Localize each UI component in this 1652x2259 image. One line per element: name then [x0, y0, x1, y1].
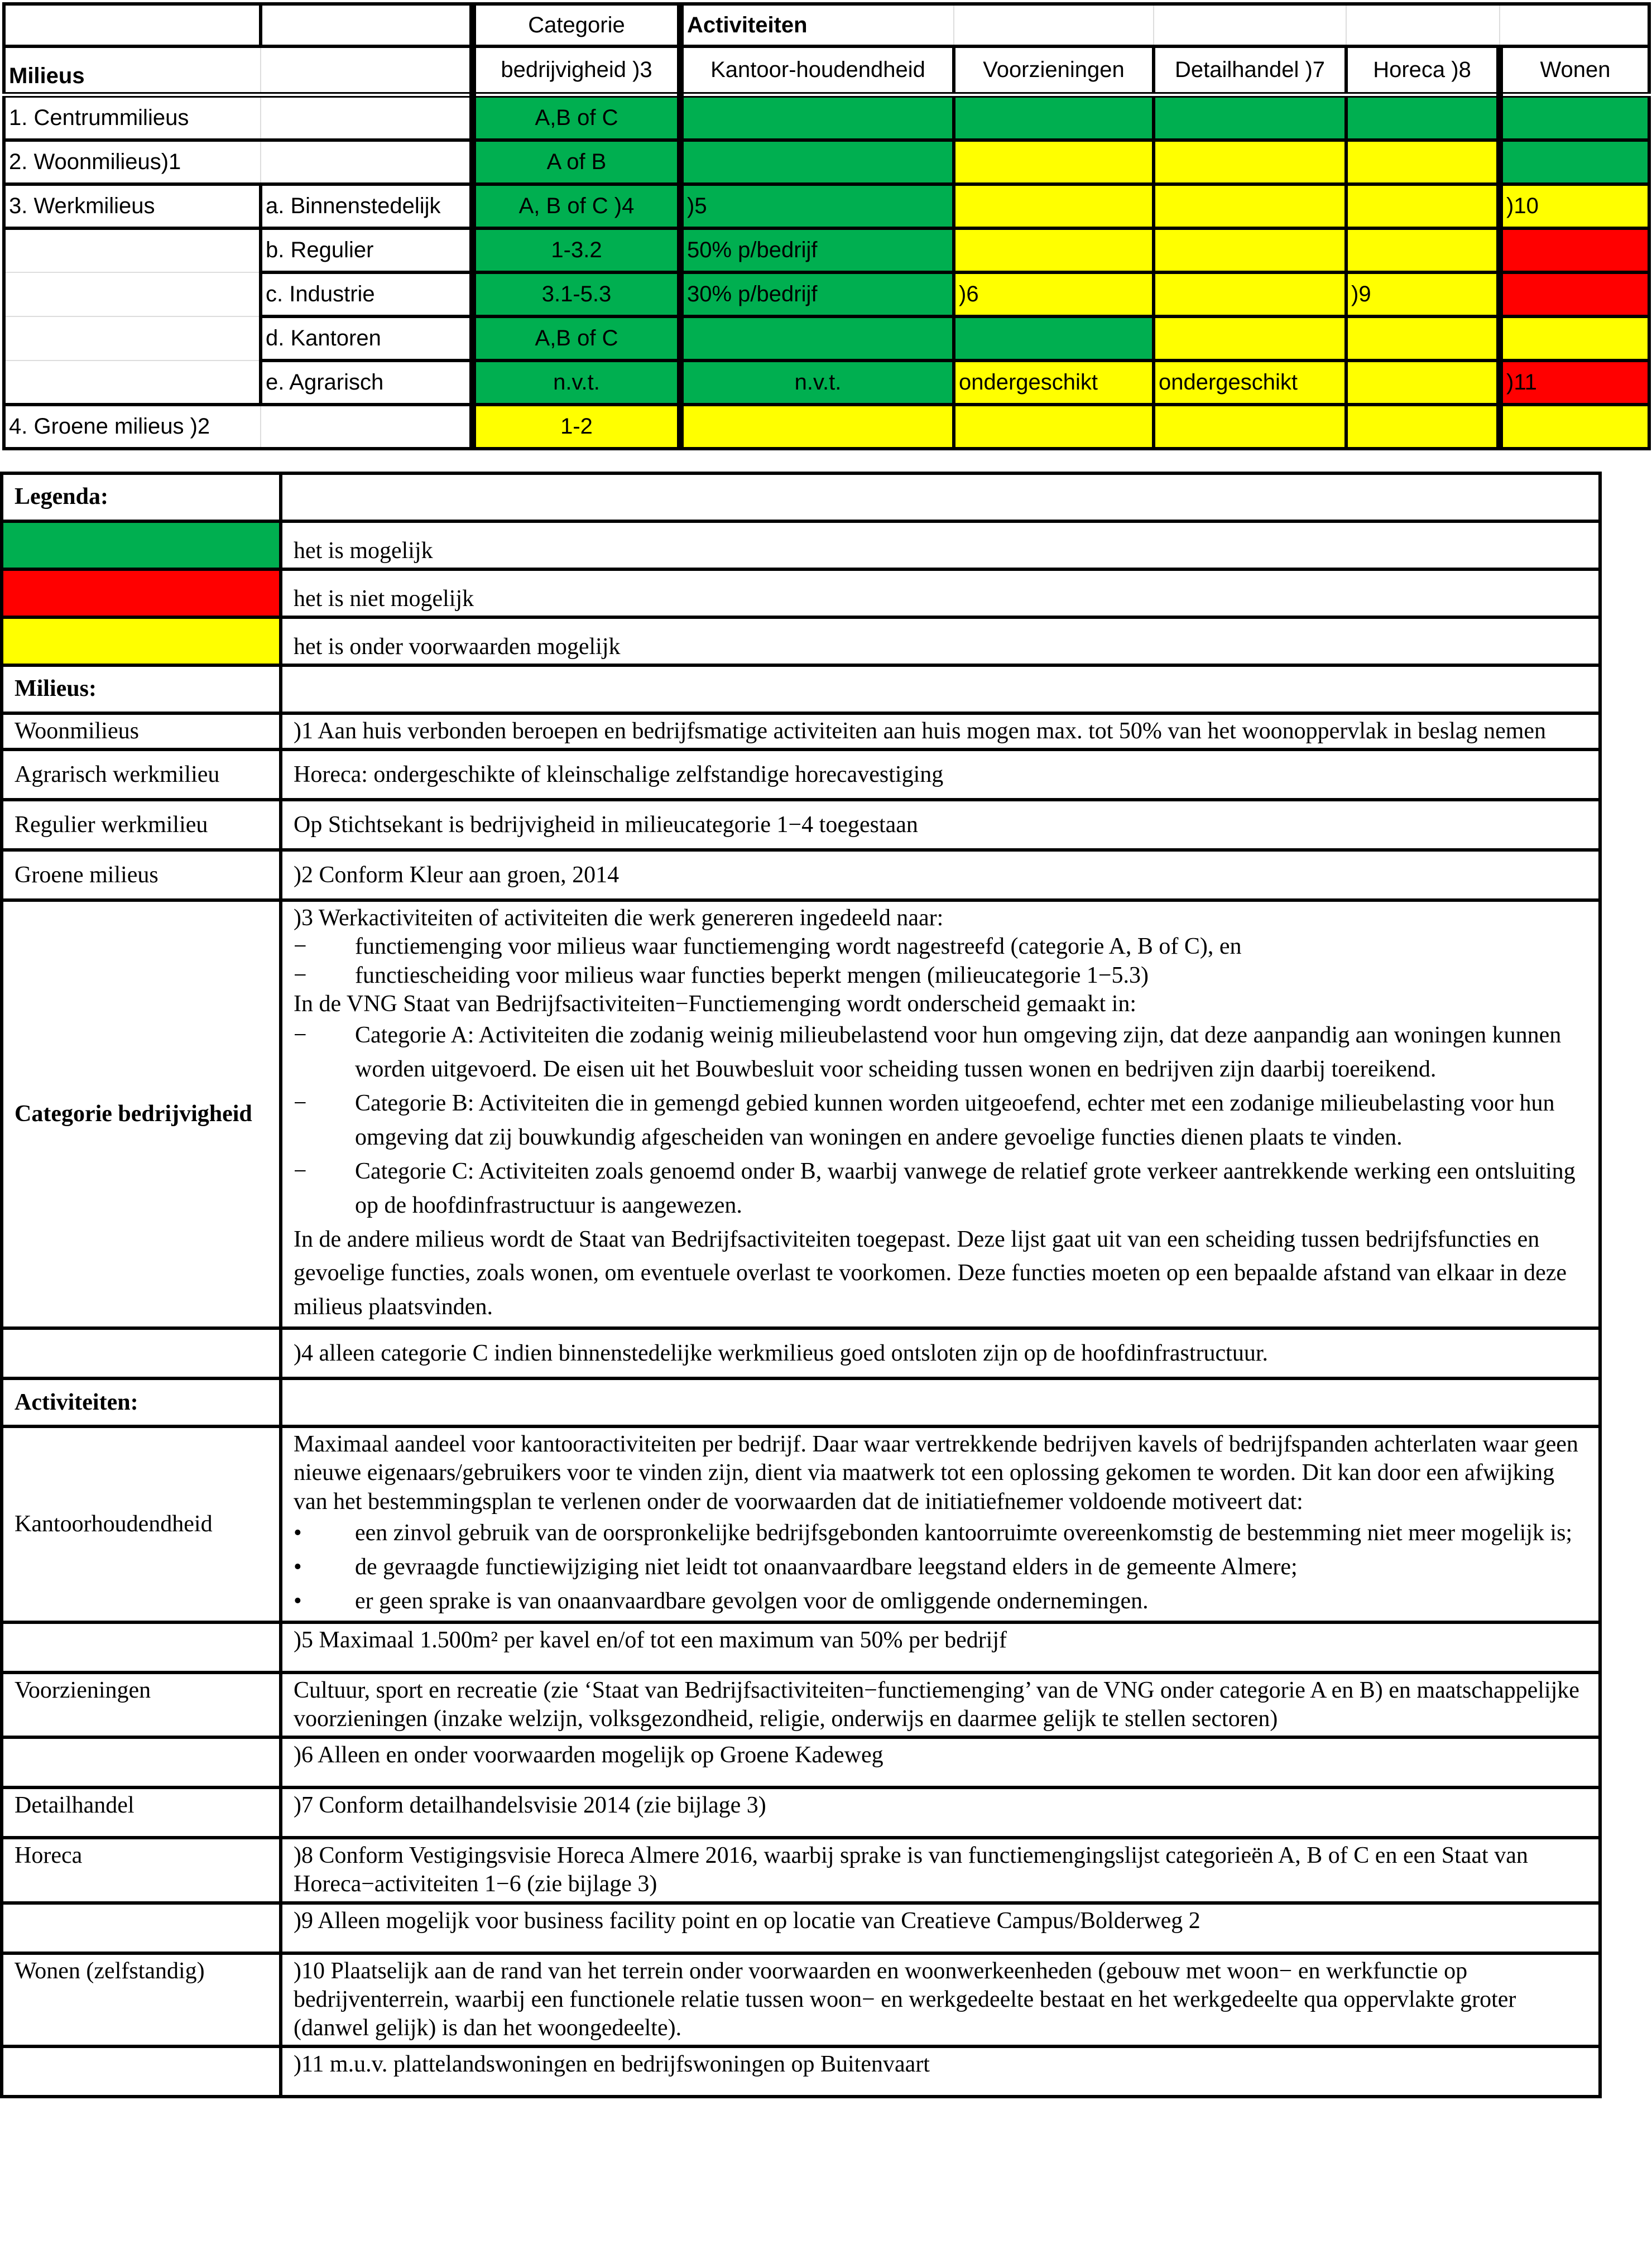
- activity-cell-horeca: )9: [1346, 272, 1500, 316]
- empty-cell: [281, 473, 1600, 521]
- matrix-row: [4, 361, 1649, 405]
- header-categorie-line2: bedrijvigheid )3: [473, 46, 680, 95]
- kantoor-bullet-list: [294, 1516, 1587, 1618]
- note-woonmilieus: )1 Aan huis verbonden beroepen en bedrijfsmatige activiteiten aan huis mogen max. tot 50% van het woonoppervlak in beslag nemen: [281, 713, 1600, 749]
- activity-cell-detailhandel: [1154, 405, 1346, 449]
- categorie-cell: A, B of C )4: [473, 184, 680, 228]
- list-item-text: Categorie C: Activiteiten zoals genoemd onder B, waarbij vanwege de relatief grote verkeer aantrekkende werking een ontsluiting op de hoofdinfrastructuur is aangewezen.: [355, 1158, 1576, 1218]
- column-header-voorzieningen: Voorzieningen: [954, 46, 1154, 95]
- activity-cell-horeca: [1346, 316, 1500, 361]
- categorie-list-1: [294, 933, 1587, 989]
- activity-cell-detailhandel: [1154, 272, 1346, 316]
- activity-cell-detailhandel: [1154, 184, 1346, 228]
- submilieu-label: b. Regulier: [261, 228, 473, 272]
- activity-cell-kantoor: [680, 140, 954, 184]
- activity-cell-kantoor: [680, 405, 954, 449]
- activity-cell-horeca: [1346, 361, 1500, 405]
- milieu-label: [4, 272, 261, 316]
- milieu-label: [4, 316, 261, 361]
- categorie-cell: A,B of C: [473, 95, 680, 140]
- row-label-regulier: Regulier werkmilieu: [2, 800, 281, 850]
- activity-cell-detailhandel: [1154, 316, 1346, 361]
- legend-swatch-yellow: [2, 617, 281, 665]
- activity-cell-voorzieningen: ondergeschikt: [954, 361, 1154, 405]
- activity-cell-voorzieningen: [954, 184, 1154, 228]
- bullet-marker-icon: •: [294, 1588, 302, 1614]
- row-label-horeca: Horeca: [2, 1838, 281, 1902]
- kantoor-list-item: [294, 1550, 1587, 1584]
- matrix-row: [4, 184, 1649, 228]
- empty-cell: [2, 1622, 281, 1672]
- legend-text-possible: het is mogelijk: [281, 521, 1600, 569]
- header-empty: [954, 4, 1154, 46]
- header-empty: [261, 46, 473, 95]
- note-kantoor: [281, 1426, 1600, 1622]
- activity-cell-detailhandel: [1154, 228, 1346, 272]
- empty-cell: [2, 1903, 281, 1953]
- activity-cell-kantoor: )5: [680, 184, 954, 228]
- note-4: )4 alleen categorie C indien binnenstedelijke werkmilieus goed ontsloten zijn op de hoofdinfrastructuur.: [281, 1328, 1600, 1378]
- list-item-text: Categorie B: Activiteiten die in gemengd gebied kunnen worden uitgeoefend, echter met een zodanige milieubelasting voor hun omgeving dat zij bouwkundig afgescheiden van woningen en andere gevoelige functies dienen plaats te vinden.: [355, 1090, 1555, 1150]
- header-empty: [261, 4, 473, 46]
- activity-cell-detailhandel: [1154, 140, 1346, 184]
- list-item-text: functiemenging voor milieus waar functiemenging wordt nagestreefd (categorie A, B of C), en: [355, 934, 1242, 960]
- milieu-label: 1. Centrummilieus: [4, 95, 261, 140]
- activity-cell-voorzieningen: [954, 316, 1154, 361]
- kantoor-list-item: [294, 1584, 1587, 1618]
- categorie-cell: n.v.t.: [473, 361, 680, 405]
- milieu-label: 4. Groene milieus )2: [4, 405, 261, 449]
- header-milieus: Milieus: [4, 46, 261, 95]
- note-6: )6 Alleen en onder voorwaarden mogelijk op Groene Kadeweg: [281, 1737, 1600, 1787]
- activity-cell-horeca: [1346, 184, 1500, 228]
- activity-cell-wonen: )10: [1500, 184, 1649, 228]
- column-header-detailhandel: Detailhandel )7: [1154, 46, 1346, 95]
- dash-marker-icon: −: [294, 962, 307, 988]
- activity-cell-wonen: [1500, 95, 1649, 140]
- submilieu-label: c. Industrie: [261, 272, 473, 316]
- row-label-detailhandel: Detailhandel: [2, 1787, 281, 1838]
- column-header-kantoor: Kantoor-houdendheid: [680, 46, 954, 95]
- header-activiteiten: Activiteiten: [680, 4, 954, 46]
- activity-cell-wonen: [1500, 316, 1649, 361]
- note-5: )5 Maximaal 1.500m² per kavel en/of tot een maximum van 50% per bedrijf: [281, 1622, 1600, 1672]
- categorie-list-item: [294, 933, 1587, 961]
- categorie-outro: In de andere milieus wordt de Staat van Bedrijfsactiviteiten toegepast. Deze lijst gaat uit van een scheiding tussen bedrijfsfuncties en gevoelige functies, zoals wonen, om eventuele overlast te voorkomen. Deze functies moeten op een bepaalde afstand van elkaar in deze milieus plaatsvinden.: [294, 1226, 1567, 1320]
- milieu-label: [4, 361, 261, 405]
- row-label-categorie: Categorie bedrijvigheid: [2, 900, 281, 1328]
- dash-marker-icon: −: [294, 1090, 307, 1116]
- empty-cell: [281, 665, 1600, 713]
- activity-cell-detailhandel: [1154, 95, 1346, 140]
- list-item-text: Categorie A: Activiteiten die zodanig weinig milieubelastend voor hun omgeving zijn, dat deze aanpandig aan woningen kunnen worden uitgevoerd. De eisen uit het Bouwbesluit voor scheiding tussen wonen en bedrijven zijn daarbij toereikend.: [355, 1022, 1562, 1083]
- milieu-label: 3. Werkmilieus: [4, 184, 261, 228]
- submilieu-label: a. Binnenstedelijk: [261, 184, 473, 228]
- legend-notes-table: [0, 472, 1602, 2098]
- categorie-list-2: [294, 1018, 1587, 1222]
- bullet-marker-icon: •: [294, 1520, 302, 1546]
- note-voorzieningen: Cultuur, sport en recreatie (zie ‘Staat van Bedrijfsactiviteiten−functiemenging’ van de VNG onder categorie A en B) en maatschappelijke voorzieningen (inzake welzijn, volksgezondheid, religie, onderwijs en daarmee gelijk te stellen sectoren): [281, 1672, 1600, 1737]
- categorie-list-item: [294, 962, 1587, 990]
- categorie-list-item: [294, 1155, 1587, 1223]
- activity-cell-wonen: [1500, 405, 1649, 449]
- activity-cell-wonen: )11: [1500, 361, 1649, 405]
- milieus-section-title: Milieus:: [2, 665, 281, 713]
- header-categorie-line1: Categorie: [473, 4, 680, 46]
- categorie-cell: A,B of C: [473, 316, 680, 361]
- list-item-text: een zinvol gebruik van de oorspronkelijke bedrijfsgebonden kantoorruimte overeenkomstig de bestemming niet meer mogelijk is;: [355, 1520, 1573, 1546]
- matrix-row: [4, 272, 1649, 316]
- note-groene: )2 Conform Kleur aan groen, 2014: [281, 850, 1600, 900]
- kantoor-intro: Maximaal aandeel voor kantooractiviteiten per bedrijf. Daar waar vertrekkende bedrijven kavels of bedrijfspanden achterlaten waar geen nieuwe eigenaars/gebruikers voor te vinden zijn, dient via maatwerk tot een oplossing gekomen te worden. Dit kan door een afwijking van het bestemmingsplan te verlenen onder de voorwaarden dat de initiatiefnemer voldoende motiveert dat:: [294, 1431, 1578, 1515]
- activity-cell-kantoor: n.v.t.: [680, 361, 954, 405]
- row-label-kantoor: Kantoorhoudendheid: [2, 1426, 281, 1622]
- legend-swatch-red: [2, 569, 281, 617]
- activity-cell-wonen: [1500, 272, 1649, 316]
- milieu-activity-matrix: [2, 2, 1651, 450]
- empty-cell: [2, 2046, 281, 2097]
- activity-cell-voorzieningen: [954, 140, 1154, 184]
- legend-swatch-green: [2, 521, 281, 569]
- note-11: )11 m.u.v. plattelandswoningen en bedrijfswoningen op Buitenvaart: [281, 2046, 1600, 2097]
- header-empty: [4, 4, 261, 46]
- dash-marker-icon: −: [294, 1158, 307, 1184]
- activiteiten-section-title: Activiteiten:: [2, 1378, 281, 1426]
- row-label-agrarisch: Agrarisch werkmilieu: [2, 749, 281, 800]
- activity-cell-kantoor: 30% p/bedrijf: [680, 272, 954, 316]
- dash-marker-icon: −: [294, 1022, 307, 1049]
- note-detailhandel: )7 Conform detailhandelsvisie 2014 (zie bijlage 3): [281, 1787, 1600, 1838]
- header-empty: [1346, 4, 1500, 46]
- matrix-row: [4, 405, 1649, 449]
- categorie-vng: In de VNG Staat van Bedrijfsactiviteiten−Functiemenging wordt onderscheid gemaakt in:: [294, 991, 1137, 1017]
- note-horeca: )8 Conform Vestigingsvisie Horeca Almere 2016, waarbij sprake is van functiemengingslijst categorieën A, B of C en een Staat van Horeca−activiteiten 1−6 (zie bijlage 3): [281, 1838, 1600, 1902]
- row-label-voorzieningen: Voorzieningen: [2, 1672, 281, 1737]
- row-label-groene: Groene milieus: [2, 850, 281, 900]
- categorie-intro: )3 Werkactiviteiten of activiteiten die werk genereren ingedeeld naar:: [294, 905, 944, 931]
- categorie-cell: 1-3.2: [473, 228, 680, 272]
- note-categorie: [281, 900, 1600, 1328]
- activity-cell-kantoor: [680, 95, 954, 140]
- header-empty: [1500, 4, 1649, 46]
- activity-cell-horeca: [1346, 95, 1500, 140]
- header-empty: [1154, 4, 1346, 46]
- categorie-cell: 1-2: [473, 405, 680, 449]
- submilieu-label: [261, 140, 473, 184]
- activity-cell-detailhandel: ondergeschikt: [1154, 361, 1346, 405]
- list-item-text: functiescheiding voor milieus waar functies beperkt mengen (milieucategorie 1−5.3): [355, 962, 1149, 988]
- categorie-cell: 3.1-5.3: [473, 272, 680, 316]
- legend-text-not-possible: het is niet mogelijk: [281, 569, 1600, 617]
- activity-cell-wonen: [1500, 228, 1649, 272]
- submilieu-label: e. Agrarisch: [261, 361, 473, 405]
- matrix-row: [4, 228, 1649, 272]
- empty-cell: [281, 1378, 1600, 1426]
- column-header-wonen: Wonen: [1500, 46, 1649, 95]
- legend-title: Legenda:: [2, 473, 281, 521]
- matrix-row: [4, 140, 1649, 184]
- submilieu-label: d. Kantoren: [261, 316, 473, 361]
- activity-cell-voorzieningen: [954, 405, 1154, 449]
- activity-cell-horeca: [1346, 140, 1500, 184]
- empty-cell: [2, 1737, 281, 1787]
- row-label-woonmilieus: Woonmilieus: [2, 713, 281, 749]
- note-regulier: Op Stichtsekant is bedrijvigheid in milieucategorie 1−4 toegestaan: [281, 800, 1600, 850]
- activity-cell-kantoor: [680, 316, 954, 361]
- legend-text-conditional: het is onder voorwaarden mogelijk: [281, 617, 1600, 665]
- matrix-row: [4, 95, 1649, 140]
- activity-cell-voorzieningen: [954, 228, 1154, 272]
- categorie-list-item: [294, 1018, 1587, 1087]
- note-9: )9 Alleen mogelijk voor business facility point en op locatie van Creatieve Campus/Bolderweg 2: [281, 1903, 1600, 1953]
- dash-marker-icon: −: [294, 934, 307, 960]
- categorie-cell: A of B: [473, 140, 680, 184]
- milieu-label: [4, 228, 261, 272]
- note-wonen: )10 Plaatselijk aan de rand van het terrein onder voorwaarden en woonwerkeenheden (gebouw met woon− en werkfunctie op bedrijventerrein, waarbij een functionele relatie tussen woon− en werkgedeelte bestaat en het werkgedeelte qua oppervlakte groter (danwel gelijk) is dan het woongedeelte).: [281, 1953, 1600, 2047]
- row-label-wonen: Wonen (zelfstandig): [2, 1953, 281, 2047]
- list-item-text: de gevraagde functiewijziging niet leidt tot onaanvaardbare leegstand elders in de gemeente Almere;: [355, 1554, 1298, 1580]
- activity-cell-horeca: [1346, 228, 1500, 272]
- activity-cell-voorzieningen: [954, 95, 1154, 140]
- submilieu-label: [261, 95, 473, 140]
- column-header-horeca: Horeca )8: [1346, 46, 1500, 95]
- list-item-text: er geen sprake is van onaanvaardbare gevolgen voor de omliggende ondernemingen.: [355, 1588, 1149, 1614]
- kantoor-list-item: [294, 1516, 1587, 1550]
- empty-cell: [2, 1328, 281, 1378]
- submilieu-label: [261, 405, 473, 449]
- milieu-label: 2. Woonmilieus)1: [4, 140, 261, 184]
- activity-cell-voorzieningen: )6: [954, 272, 1154, 316]
- activity-cell-wonen: [1500, 140, 1649, 184]
- matrix-row: [4, 316, 1649, 361]
- bullet-marker-icon: •: [294, 1554, 302, 1580]
- activity-cell-horeca: [1346, 405, 1500, 449]
- note-agrarisch: Horeca: ondergeschikte of kleinschalige zelfstandige horecavestiging: [281, 749, 1600, 800]
- categorie-list-item: [294, 1087, 1587, 1155]
- activity-cell-kantoor: 50% p/bedrijf: [680, 228, 954, 272]
